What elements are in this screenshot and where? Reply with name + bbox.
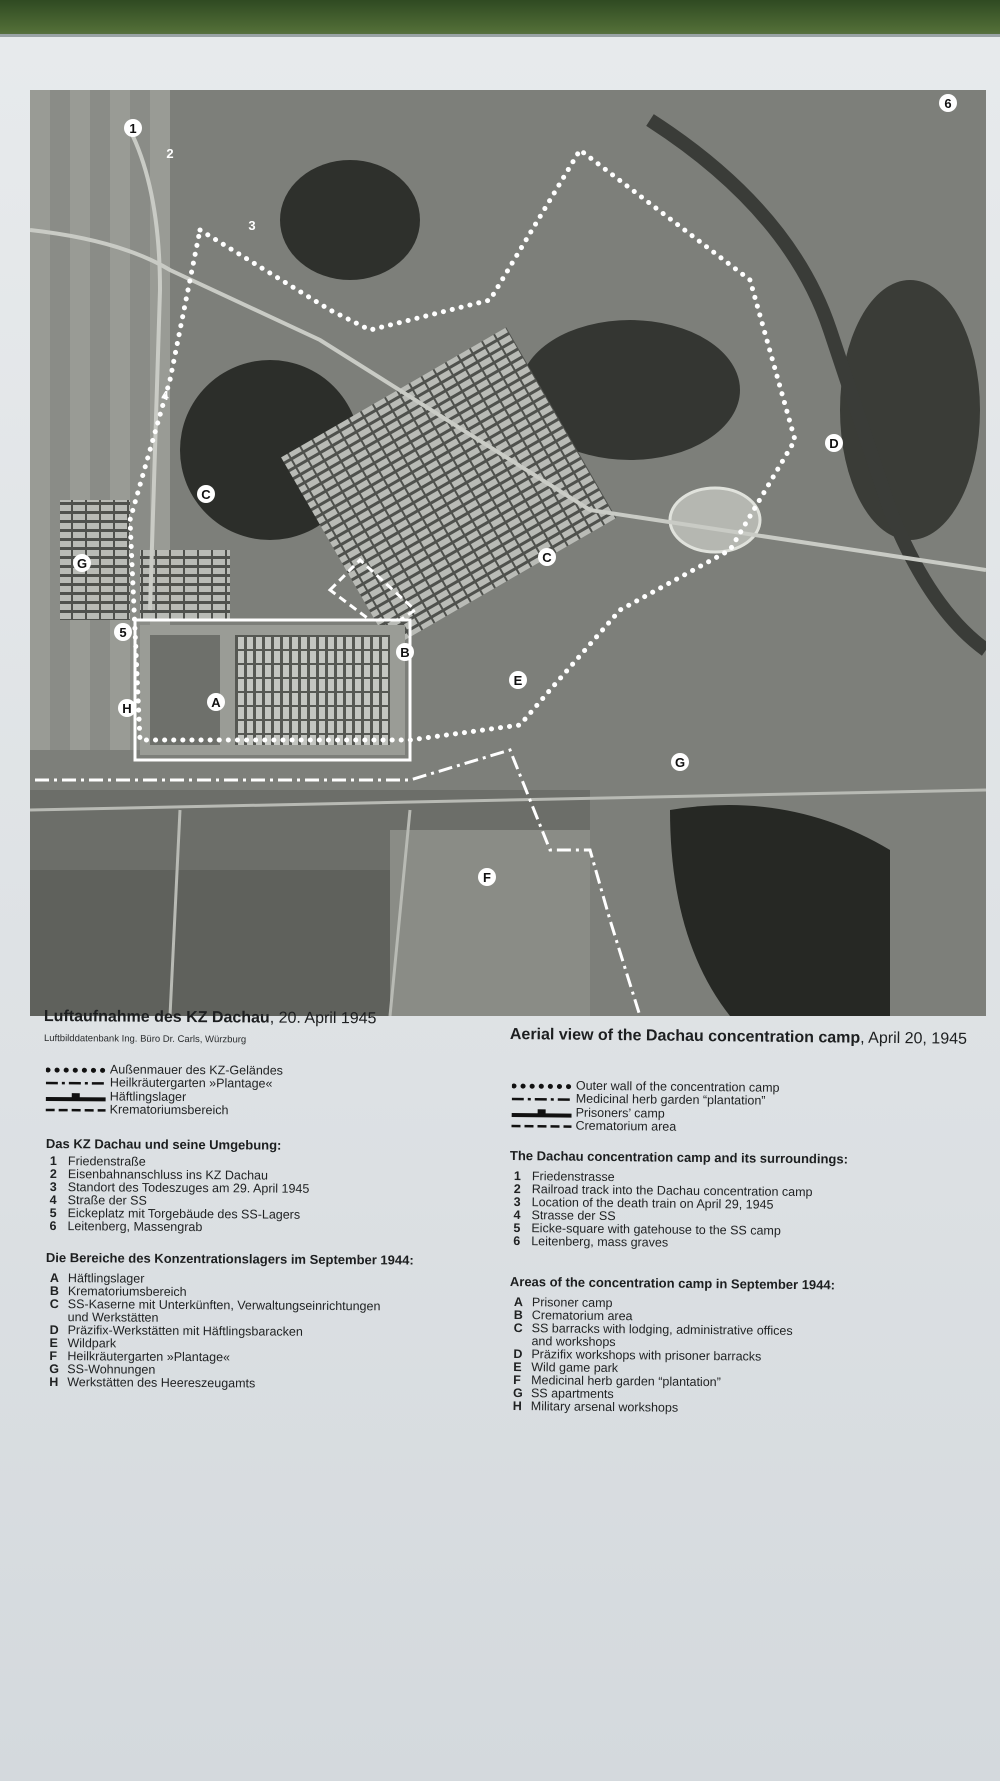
marker-B xyxy=(396,643,414,661)
german-surroundings-list xyxy=(49,1155,430,1236)
svg-text:E: E xyxy=(514,673,523,688)
legend-row-prisoner-camp: Häftlingslager xyxy=(46,1089,283,1104)
dash-dot-line-symbol xyxy=(512,1093,572,1104)
marker-E xyxy=(509,671,527,689)
svg-text:H: H xyxy=(122,701,131,716)
list-item: D Präzifix-Werkstätten mit Häftlingsbaracken xyxy=(50,1324,450,1340)
legend-row-prisoner-camp: Prisoners’ camp xyxy=(512,1105,780,1121)
svg-text:5: 5 xyxy=(119,625,126,640)
list-item: C SS barracks with lodging, administrative offices and workshops xyxy=(513,1322,933,1352)
list-item: E Wildpark xyxy=(49,1337,449,1353)
list-item: C SS-Kaserne mit Unterkünften, Verwaltungseinrichtungen und Werkstätten xyxy=(50,1298,450,1327)
list-item: G SS apartments xyxy=(513,1387,933,1404)
svg-text:A: A xyxy=(211,695,221,710)
list-item: D Präzifix workshops with prisoner barracks xyxy=(513,1348,933,1365)
list-item: H Werkstätten des Heereszeugamts xyxy=(49,1376,449,1392)
list-item: B Crematorium area xyxy=(514,1309,934,1326)
svg-text:4: 4 xyxy=(161,388,169,403)
marker-H xyxy=(118,699,136,717)
english-legend xyxy=(511,1078,779,1135)
list-item: A Häftlingslager xyxy=(50,1272,450,1288)
english-title: Aerial view of the Dachau concentration camp, April 20, 1945 xyxy=(510,1026,967,1049)
marker-G2 xyxy=(671,753,689,771)
marker-1 xyxy=(124,119,142,137)
german-areas-list xyxy=(49,1272,450,1392)
list-item: 2 Eisenbahnanschluss ins KZ Dachau xyxy=(50,1168,430,1184)
list-item: 3 Standort des Todeszuges am 29. April 1945 xyxy=(50,1181,430,1197)
aerial-photo xyxy=(30,90,986,1016)
dotted-line-symbol xyxy=(512,1080,572,1091)
marker-6 xyxy=(939,94,957,112)
marker-D xyxy=(825,434,843,452)
list-item: 2 Railroad track into the Dachau concentration camp xyxy=(514,1183,934,1200)
marker-C2 xyxy=(538,548,556,566)
list-item: 6 Leitenberg, Massengrab xyxy=(49,1220,429,1236)
list-item: 1 Friedenstraße xyxy=(50,1155,430,1171)
legend-row-crematorium: Krematoriumsbereich xyxy=(46,1102,283,1117)
list-item: 3 Location of the death train on April 29, 1945 xyxy=(514,1196,934,1213)
solid-line-symbol xyxy=(512,1107,572,1118)
german-surroundings-heading: Das KZ Dachau und seine Umgebung: xyxy=(46,1136,282,1153)
svg-text:C: C xyxy=(542,550,552,565)
solid-line-symbol xyxy=(46,1091,106,1101)
legend-row-herb-garden: Medicinal herb garden “plantation” xyxy=(512,1091,780,1107)
svg-text:C: C xyxy=(201,487,211,502)
marker-4 xyxy=(161,388,169,403)
legend-row-herb-garden: Heilkräutergarten »Plantage« xyxy=(46,1075,283,1090)
list-item: B Krematoriumsbereich xyxy=(50,1285,450,1301)
svg-text:G: G xyxy=(77,556,87,571)
legend-row-outer-wall: Außenmauer des KZ-Geländes xyxy=(46,1062,283,1077)
english-surroundings-heading: The Dachau concentration camp and its surroundings: xyxy=(510,1148,848,1167)
german-credit: Luftbilddatenbank Ing. Büro Dr. Carls, Würzburg xyxy=(44,1033,246,1045)
marker-3 xyxy=(248,218,255,233)
list-item: 5 Eickeplatz mit Torgebäude des SS-Lagers xyxy=(50,1207,430,1223)
list-item: 4 Strasse der SS xyxy=(513,1209,933,1226)
list-item: 5 Eicke-square with gatehouse to the SS camp xyxy=(513,1222,933,1239)
list-item: G SS-Wohnungen xyxy=(49,1363,449,1379)
english-areas-heading: Areas of the concentration camp in September 1944: xyxy=(510,1274,835,1292)
list-item: 6 Leitenberg, mass graves xyxy=(513,1235,933,1252)
list-item: 4 Straße der SS xyxy=(50,1194,430,1210)
svg-text:G: G xyxy=(675,755,685,770)
svg-text:B: B xyxy=(400,645,409,660)
svg-text:1: 1 xyxy=(129,121,136,136)
marker-5 xyxy=(114,623,132,641)
map-markers xyxy=(30,90,986,1016)
svg-text:F: F xyxy=(483,870,491,885)
dashed-line-symbol xyxy=(511,1120,571,1131)
svg-text:6: 6 xyxy=(944,96,951,111)
marker-2 xyxy=(166,146,173,161)
marker-C1 xyxy=(197,485,215,503)
dash-dot-line-symbol xyxy=(46,1077,106,1087)
marker-G1 xyxy=(73,554,91,572)
marker-F xyxy=(478,868,496,886)
german-legend xyxy=(46,1062,283,1118)
list-item: F Heilkräutergarten »Plantage« xyxy=(49,1350,449,1366)
svg-text:3: 3 xyxy=(248,218,255,233)
legend-row-outer-wall: Outer wall of the concentration camp xyxy=(512,1078,780,1094)
svg-text:D: D xyxy=(829,436,838,451)
dotted-line-symbol xyxy=(46,1064,106,1074)
list-item: F Medicinal herb garden “plantation” xyxy=(513,1374,933,1391)
german-areas-heading: Die Bereiche des Konzentrationslagers im September 1944: xyxy=(46,1250,414,1268)
legend-row-crematorium: Crematorium area xyxy=(511,1118,779,1134)
english-surroundings-list xyxy=(513,1170,934,1252)
list-item: A Prisoner camp xyxy=(514,1296,934,1313)
marker-A xyxy=(207,693,225,711)
dashed-line-symbol xyxy=(46,1104,106,1114)
svg-text:2: 2 xyxy=(166,146,173,161)
german-title: Luftaufnahme des KZ Dachau, 20. April 1945 xyxy=(44,1008,377,1028)
list-item: H Military arsenal workshops xyxy=(513,1400,933,1417)
english-areas-list xyxy=(513,1296,934,1417)
list-item: 1 Friedenstrasse xyxy=(514,1170,934,1187)
list-item: E Wild game park xyxy=(513,1361,933,1378)
